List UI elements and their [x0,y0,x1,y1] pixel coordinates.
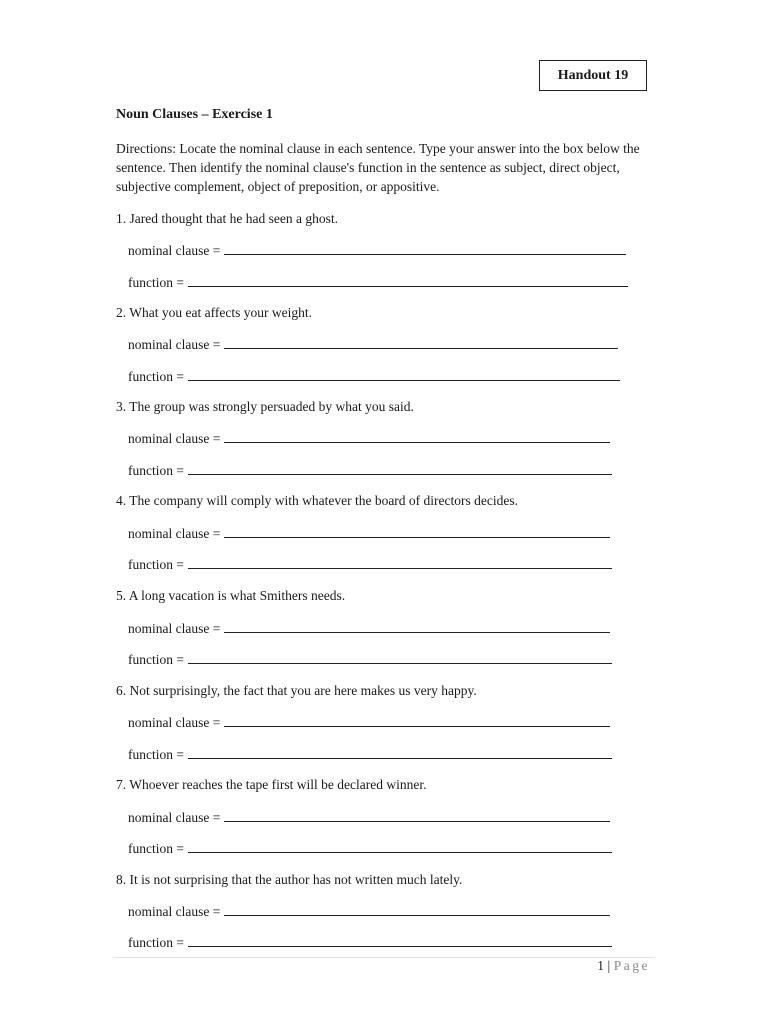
clause-label: nominal clause = [128,431,221,446]
clause-label: nominal clause = [128,526,221,541]
question-4-clause-blank[interactable] [224,525,610,538]
clause-label: nominal clause = [128,810,221,825]
question-5-clause-row [128,620,610,637]
page-title: Noun Clauses – Exercise 1 [116,107,273,122]
question-7-function-row [128,840,612,857]
question-6-clause-blank[interactable] [224,714,610,727]
page-word: Page [613,958,650,973]
question-3-function-blank[interactable] [188,462,612,475]
question-8-clause-row [128,903,610,920]
question-8-function-blank[interactable] [188,934,612,947]
clause-label: nominal clause = [128,243,221,258]
function-label: function = [128,841,184,856]
function-label: function = [128,369,184,384]
question-2-clause-blank[interactable] [224,336,618,349]
question-1-function-blank[interactable] [188,274,628,287]
question-5-function-blank[interactable] [188,651,612,664]
question-7-text: 7. Whoever reaches the tape first will be declared winner. [116,777,427,792]
question-1-function-row [128,274,628,291]
question-7-clause-row [128,809,610,826]
question-3-clause-row [128,430,610,447]
question-1-text: 1. Jared thought that he had seen a ghost. [116,211,338,226]
question-6-function-row [128,746,612,763]
function-label: function = [128,557,184,572]
function-label: function = [128,463,184,478]
question-4-text: 4. The company will comply with whatever the board of directors decides. [116,493,519,508]
question-6-text: 6. Not surprisingly, the fact that you are here makes us very happy. [116,683,477,698]
question-3-clause-blank[interactable] [224,430,610,443]
clause-label: nominal clause = [128,904,221,919]
handout-label: Handout 19 [557,67,629,83]
function-label: function = [128,935,184,950]
question-5-clause-blank[interactable] [224,620,610,633]
question-2-text: 2. What you eat affects your weight. [116,305,312,320]
question-4-function-row [128,556,612,573]
function-label: function = [128,652,184,667]
question-2-clause-row [128,336,618,353]
question-8-clause-blank[interactable] [224,903,610,916]
question-3-text: 3. The group was strongly persuaded by what you said. [116,399,414,414]
handout-label-box [539,60,647,91]
question-7-clause-blank[interactable] [224,809,610,822]
question-8-function-row [128,934,612,951]
question-1-clause-row [128,242,626,259]
question-5-function-row [128,651,612,668]
question-8-text: 8. It is not surprising that the author has not written much lately. [116,872,463,887]
clause-label: nominal clause = [128,337,221,352]
footer-divider [114,957,654,958]
question-2-function-row [128,368,620,385]
function-label: function = [128,747,184,762]
clause-label: nominal clause = [128,621,221,636]
question-4-clause-row [128,525,610,542]
question-3-function-row [128,462,612,479]
question-2-function-blank[interactable] [188,368,620,381]
page-footer [597,958,650,974]
page-separator: | [607,958,611,973]
function-label: function = [128,275,184,290]
directions-text: Directions: Locate the nominal clause in each sentence. Type your answer into the box below the sentence. Then identify the nominal clause's function in the sentence as subject, direct object, subjective complement, object of preposition, or appositive. [116,141,640,194]
question-7-function-blank[interactable] [188,840,612,853]
clause-label: nominal clause = [128,715,221,730]
question-4-function-blank[interactable] [188,556,612,569]
question-6-clause-row [128,714,610,731]
page-number: 1 [597,958,605,973]
question-5-text: 5. A long vacation is what Smithers needs. [116,588,346,603]
question-1-clause-blank[interactable] [224,242,626,255]
question-6-function-blank[interactable] [188,746,612,759]
